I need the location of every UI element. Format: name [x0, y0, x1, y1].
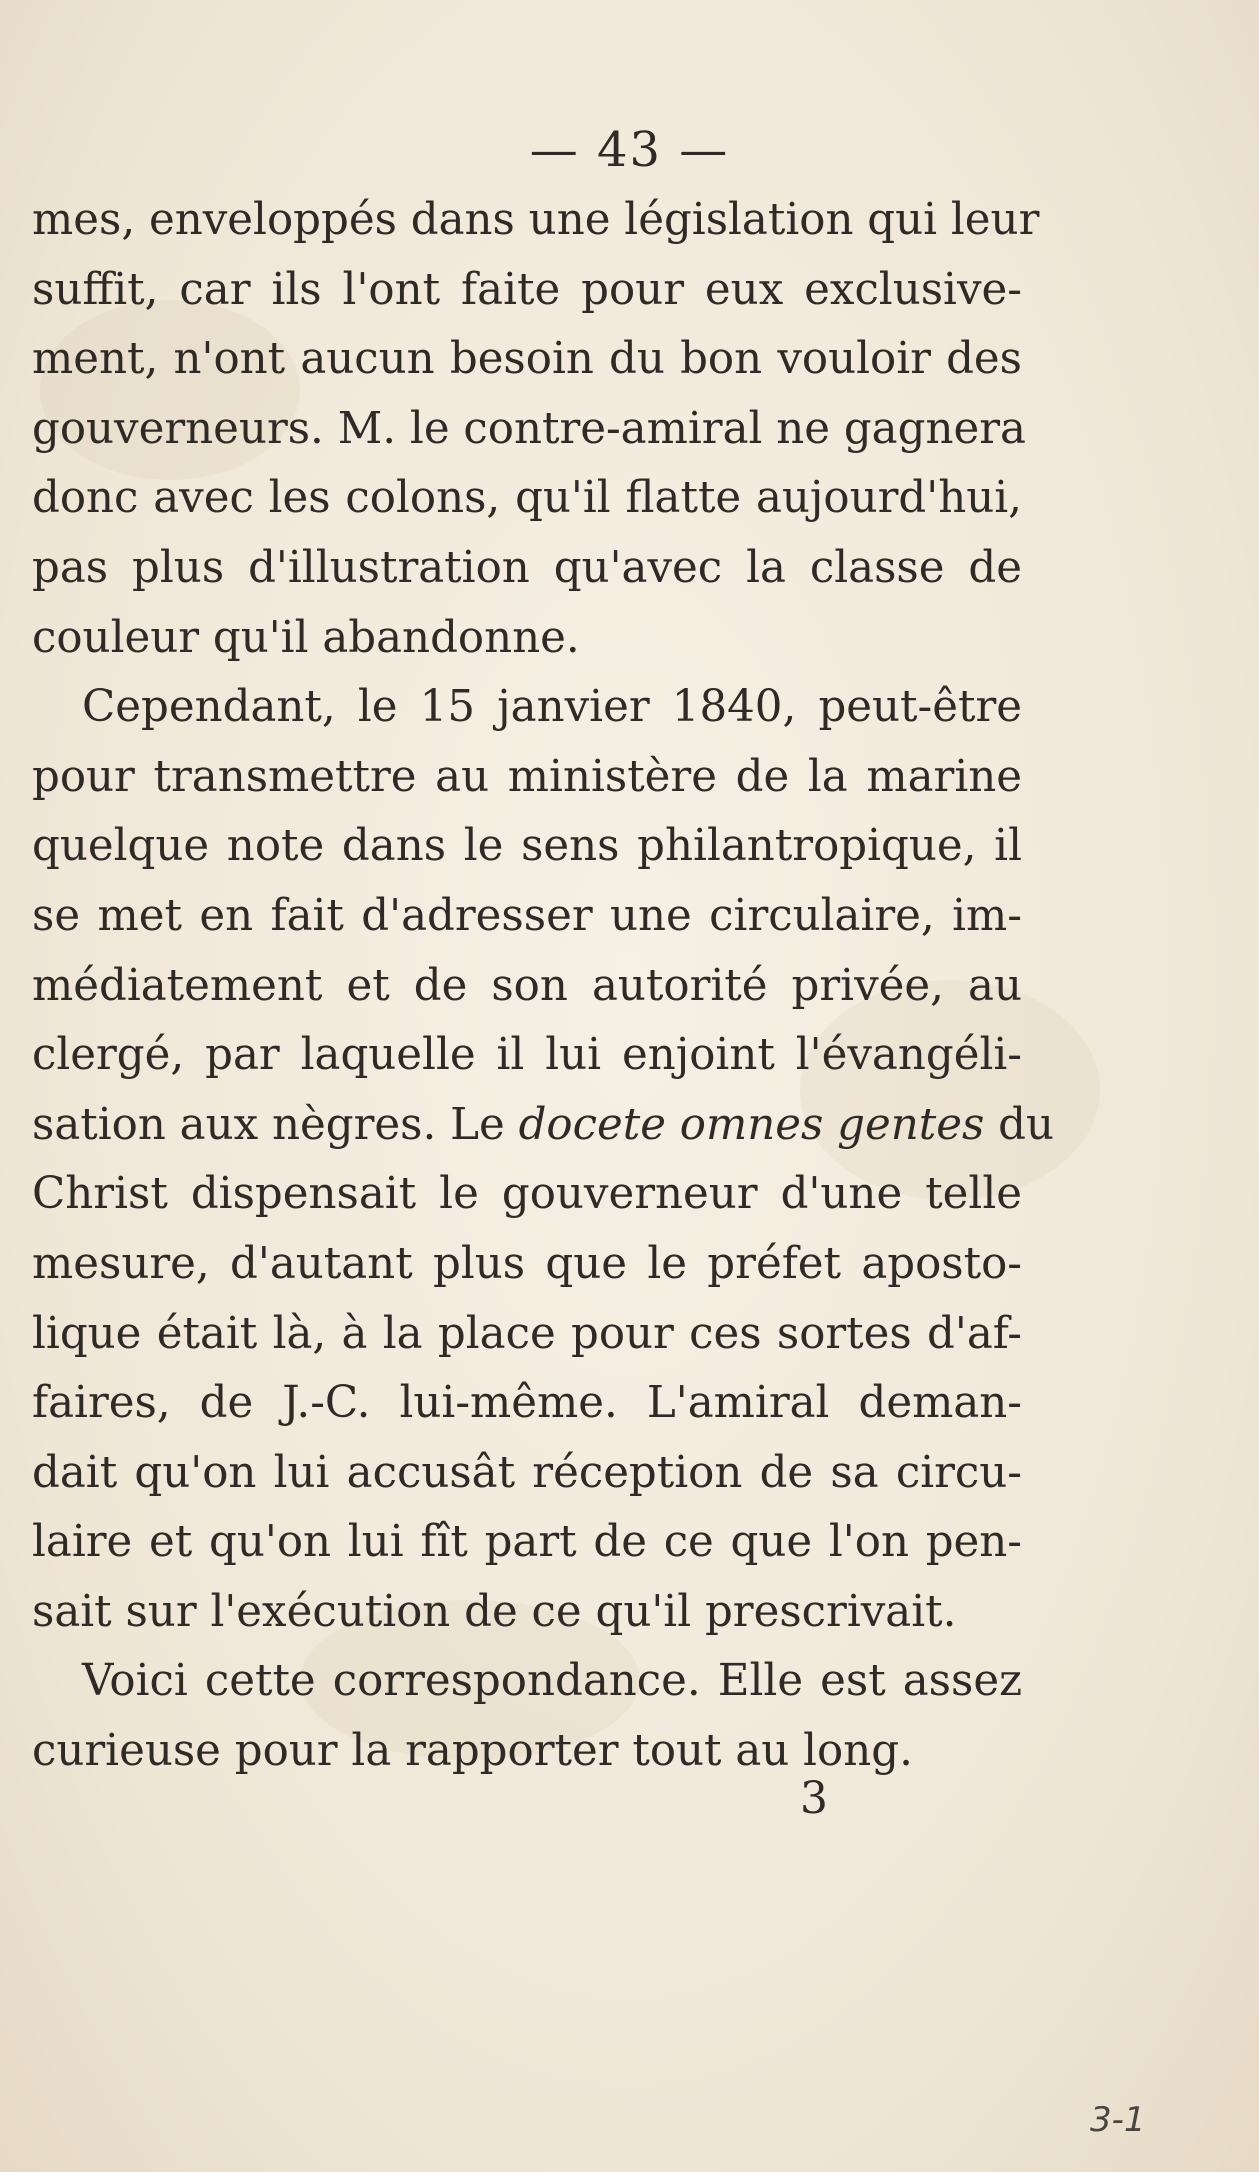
text-line: laire et qu'on lui fît part de ce que l'on pen- [32, 1517, 1022, 1568]
archive-note: 3-1 [1090, 2100, 1146, 2140]
text-line: faires, de J.-C. lui-même. L'amiral deman- [32, 1378, 1022, 1429]
text-line: quelque note dans le sens philantropique, il [32, 821, 1022, 872]
text-line: pas plus d'illustration qu'avec la classe de [32, 542, 1022, 593]
text-line: curieuse pour la rapporter tout au long. [32, 1726, 913, 1777]
latin-quote: docete omnes gentes [518, 1099, 985, 1150]
text-line: donc avec les colons, qu'il flatte aujourd'hui, [32, 473, 1022, 524]
text-line: clergé, par laquelle il lui enjoint l'évangéli- [32, 1030, 1022, 1081]
text-line: mes, enveloppés dans une législation qui leur [32, 195, 1040, 245]
text-line: suffit, car ils l'ont faite pour eux exclusive- [32, 264, 1022, 315]
text-run: sation aux nègres. Le [32, 1099, 519, 1150]
text-line: Christ dispensait le gouverneur d'une telle [32, 1169, 1022, 1220]
text-line: Cependant, le 15 janvier 1840, peut-être [82, 682, 1022, 733]
text-line: dait qu'on lui accusât réception de sa circu- [32, 1447, 1022, 1498]
page-number: — 43 — [529, 122, 730, 178]
text-line: Voici cette correspondance. Elle est assez [82, 1656, 1022, 1707]
text-line: ment, n'ont aucun besoin du bon vouloir des [32, 334, 1022, 385]
text-line: lique était là, à la place pour ces sortes d'af- [32, 1308, 1022, 1359]
text-line: pour transmettre au ministère de la marine [32, 751, 1022, 802]
text-line: couleur qu'il abandonne. [32, 612, 580, 663]
text-line-italic [32, 1091, 1054, 1161]
text-line: sait sur l'exécution de ce qu'il prescrivait. [32, 1586, 957, 1637]
text-line: gouverneurs. M. le contre-amiral ne gagnera [32, 403, 1026, 454]
text-line: se met en fait d'adresser une circulaire, im- [32, 890, 1022, 941]
text-run: du [984, 1099, 1054, 1150]
signature-mark: 3 [800, 1773, 828, 1824]
body-text [32, 186, 1054, 1787]
text-line: médiatement et de son autorité privée, au [32, 960, 1022, 1011]
text-line: mesure, d'autant plus que le préfet aposto- [32, 1238, 1022, 1289]
